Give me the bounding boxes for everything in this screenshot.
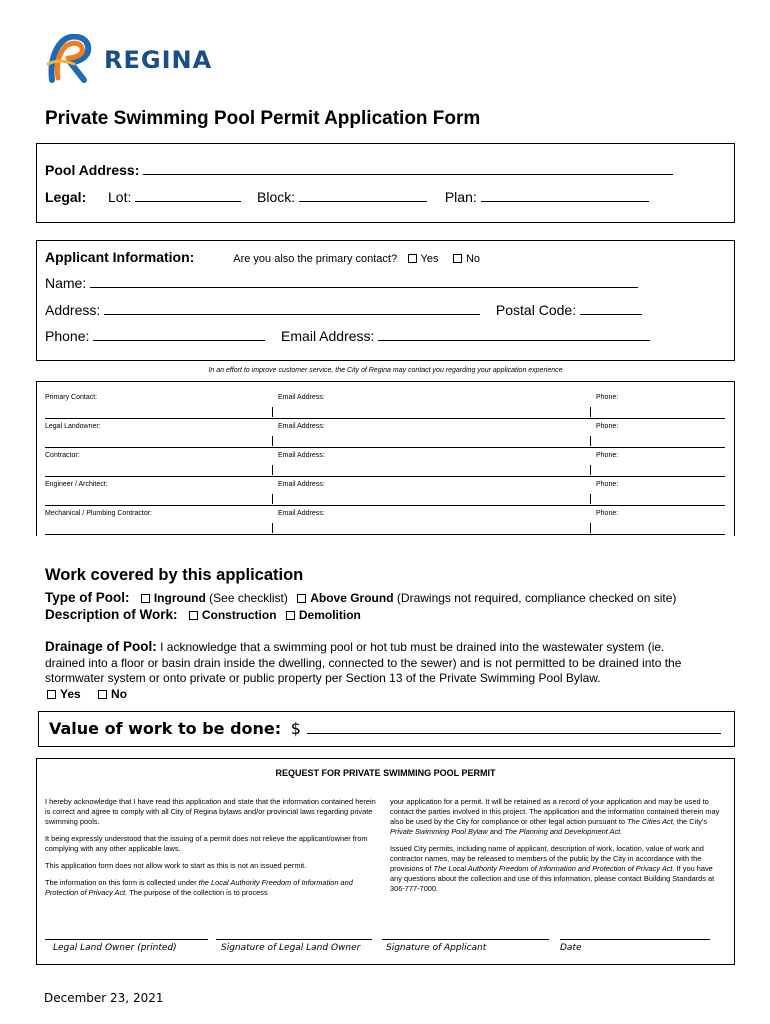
request-right-p1-f: The Planning and Development Act. (504, 827, 623, 836)
legal-label: Legal: (45, 189, 87, 205)
value-of-work-field[interactable] (307, 719, 721, 734)
contact-field-divider (272, 523, 273, 533)
request-right-p2-b: The Local Authority Freedom of Information and Protection of Privacy Act. (433, 864, 675, 873)
name-field[interactable] (90, 275, 638, 288)
construction-label: Construction (201, 608, 277, 622)
email-field[interactable] (378, 328, 650, 341)
contact-field-divider (590, 436, 591, 446)
demolition-label: Demolition (298, 608, 361, 622)
contact-phone-label: Phone: (596, 423, 619, 430)
block-label: Block: (257, 189, 296, 205)
contact-email-label: Email Address: (278, 452, 325, 459)
address-label: Address: (45, 302, 101, 318)
contact-email-label: Email Address: (278, 423, 325, 430)
plan-field[interactable] (481, 189, 649, 202)
contact-field-divider (590, 407, 591, 417)
property-address-box (36, 143, 735, 223)
pool-address-label: Pool Address: (45, 162, 140, 178)
footer-date: December 23, 2021 (44, 991, 164, 1005)
drainage-line-3: stormwater system or onto private or public property per Section 13 of the Private Swimming Pool Bylaw. (45, 671, 601, 685)
contact-phone-label: Phone: (596, 394, 619, 401)
primary-contact-no-label: No (465, 253, 481, 265)
request-right-p1-a: your application for a permit. It will be retained as a record of your application and may be used to contact the parties involved in this project. The application and the information contained therein may also be used by the City for compliance or other legal action pursuant to (390, 797, 720, 826)
contact-field-divider (272, 465, 273, 475)
regina-logo (44, 34, 214, 84)
lot-label: Lot: (108, 189, 132, 205)
contact-row-line[interactable] (45, 505, 725, 506)
block-field[interactable] (299, 189, 427, 202)
contact-phone-label: Phone: (596, 481, 619, 488)
sig-line-landowner-signature[interactable] (216, 939, 372, 940)
work-heading: Work covered by this application (45, 566, 304, 584)
request-left-p1: I hereby acknowledge that I have read this application and state that the information contained herein is correct and agree to comply with all City of Regina bylaws and/or provincial laws regarding private swimming pools. (45, 797, 376, 826)
customer-service-notice: In an effort to improve customer service, the City of Regina may contact you regarding your application experience (208, 367, 563, 374)
drainage-line-1: I acknowledge that a swimming pool or hot tub must be drained into the wastewater system (ie. (160, 640, 665, 654)
regina-wordmark: REGINA (104, 46, 213, 74)
sig-label-date: Date (560, 943, 582, 953)
request-left-p4 (45, 878, 377, 898)
drainage-no-label: No (111, 686, 128, 701)
request-left-p4-a: The information on this form is collected under (45, 878, 199, 887)
contact-email-label: Email Address: (278, 481, 325, 488)
request-right-p1 (390, 797, 720, 837)
request-left-p2: It being expressly understood that the issuing of a permit does not relieve the applicant/owner from complying with any other applicable laws. (45, 834, 368, 853)
pool-address-field[interactable] (143, 162, 673, 175)
inground-checkbox[interactable] (141, 594, 150, 603)
request-heading: REQUEST FOR PRIVATE SWIMMING POOL PERMIT (275, 768, 496, 778)
request-right-p2 (390, 844, 720, 894)
demolition-checkbox[interactable] (286, 611, 295, 620)
sig-line-landowner-printed[interactable] (45, 939, 208, 940)
drainage-label: Drainage of Pool: (45, 639, 157, 654)
request-right-p2-a: Issued City permits, including name of applicant, description of work, location, value of work and contractor names, may be released to members of the public by the City in accordance with the provisions of (390, 844, 704, 873)
request-left-column (45, 797, 377, 898)
contact-role-label: Primary Contact: (45, 394, 98, 401)
value-of-work-row (49, 719, 721, 738)
postal-code-field[interactable] (580, 302, 642, 315)
phone-field[interactable] (93, 328, 265, 341)
contact-field-divider (272, 436, 273, 446)
construction-checkbox[interactable] (189, 611, 198, 620)
sig-line-applicant[interactable] (382, 939, 549, 940)
contact-field-divider (590, 465, 591, 475)
primary-contact-no-checkbox[interactable] (453, 254, 462, 263)
sig-label-landowner-signature: Signature of Legal Land Owner (221, 943, 361, 953)
applicant-heading-row (45, 249, 480, 267)
form-title: Private Swimming Pool Permit Application Form (45, 108, 481, 129)
plan-label: Plan: (444, 189, 477, 205)
description-of-work-row (45, 607, 361, 622)
primary-contact-yes-checkbox[interactable] (408, 254, 417, 263)
contact-field-divider (272, 407, 273, 417)
contact-role-label: Mechanical / Plumbing Contractor: (45, 510, 152, 517)
type-of-pool-label: Type of Pool: (45, 590, 130, 605)
drainage-no-checkbox[interactable] (98, 690, 107, 699)
contact-row-line[interactable] (45, 534, 725, 535)
request-left-p4-b: the Local Authority Freedom of Information and Protection of Privacy Act. (45, 878, 353, 897)
above-ground-label: Above Ground (310, 591, 394, 605)
regina-logo-mark (44, 34, 96, 84)
drainage-line-2: drained into a floor or basin drain inside the dwelling, connected to the sewer) and is not permitted to be drained into the (45, 655, 682, 670)
pool-address-row (45, 162, 673, 178)
request-left-p4-c: The purpose of the collection is to process (127, 888, 268, 897)
applicant-phone-row (45, 328, 650, 344)
sig-label-landowner-printed: Legal Land Owner (printed) (53, 943, 177, 953)
contact-email-label: Email Address: (278, 394, 325, 401)
type-of-pool-row (45, 590, 676, 605)
contact-role-label: Contractor: (45, 452, 80, 459)
primary-contact-yes-label: Yes (420, 253, 439, 265)
request-right-column (390, 797, 720, 894)
phone-label: Phone: (45, 328, 90, 344)
contact-role-label: Engineer / Architect: (45, 481, 108, 488)
postal-code-label: Postal Code: (495, 302, 577, 318)
contact-email-label: Email Address: (278, 510, 325, 517)
request-right-p1-c: , the City's (672, 817, 708, 826)
name-label: Name: (45, 275, 87, 291)
above-ground-note: (Drawings not required, compliance checked on site) (396, 591, 677, 605)
request-right-p1-d: Private Swimming Pool Bylaw (390, 827, 488, 836)
request-left-p3: This application form does not allow work to start as this is not an issued permit. (45, 861, 307, 870)
value-of-work-label: Value of work to be done: (49, 719, 282, 738)
address-field[interactable] (104, 302, 480, 315)
primary-contact-question: Are you also the primary contact? (233, 253, 398, 265)
currency-symbol: $ (290, 719, 301, 738)
lot-field[interactable] (135, 189, 241, 202)
contact-row-line[interactable] (45, 447, 725, 448)
drainage-yes-checkbox[interactable] (47, 690, 56, 699)
contact-field-divider (590, 494, 591, 504)
contact-phone-label: Phone: (596, 452, 619, 459)
contact-row-line[interactable] (45, 418, 725, 419)
applicant-name-row (45, 275, 638, 291)
legal-row (45, 189, 649, 205)
drainage-yes-label: Yes (60, 686, 81, 701)
request-right-p1-b: The Cities Act (627, 817, 673, 826)
contact-role-label: Legal Landowner: (45, 423, 101, 430)
sig-label-applicant: Signature of Applicant (386, 943, 487, 953)
request-right-p2-c: If you have any questions about the collection and use of this information, please contact Building Standards at 306-777-7000. (390, 864, 715, 893)
contact-field-divider (272, 494, 273, 504)
sig-line-date[interactable] (560, 939, 710, 940)
above-ground-checkbox[interactable] (297, 594, 306, 603)
inground-label: Inground (153, 591, 206, 605)
contact-row-line[interactable] (45, 476, 725, 477)
email-label: Email Address: (281, 328, 375, 344)
contact-field-divider (590, 523, 591, 533)
applicant-address-row (45, 302, 642, 318)
applicant-heading: Applicant Information: (45, 249, 195, 265)
contact-phone-label: Phone: (596, 510, 619, 517)
inground-note: (See checklist) (209, 591, 288, 605)
drainage-paragraph (45, 639, 725, 702)
description-of-work-label: Description of Work: (45, 607, 178, 622)
request-right-p1-e: and (487, 827, 505, 836)
